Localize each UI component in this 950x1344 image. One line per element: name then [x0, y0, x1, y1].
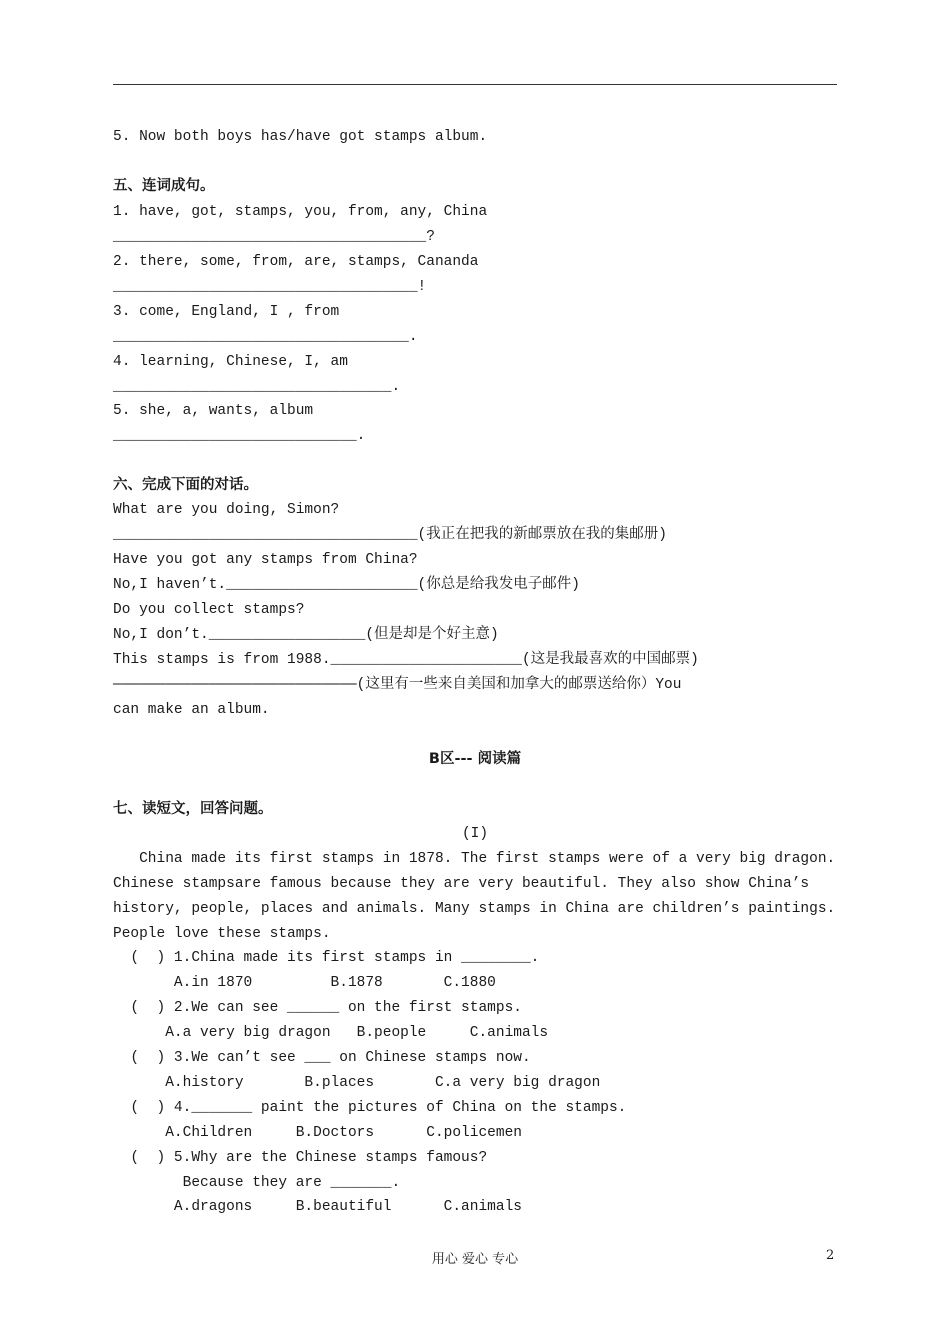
- question-4: ( ) 4._______ paint the pictures of China on the stamps.: [113, 1100, 627, 1116]
- dialogue-line: Have you got any stamps from China?: [113, 552, 418, 568]
- question-3: ( ) 3.We can’t see ___ on Chinese stamps now.: [113, 1050, 531, 1066]
- passage-line: history, people, places and animals. Many stamps in China are children’s paintings.: [113, 901, 836, 917]
- question-3-options: A.history B.places C.a very big dragon: [113, 1075, 601, 1091]
- s5-item-4-words: 4. learning, Chinese, I, am: [113, 354, 348, 370]
- s5-item-1-blank: ____________________________________?: [113, 229, 435, 245]
- dialogue-line: can make an album.: [113, 702, 270, 718]
- dialogue-line: No,I don’t.__________________(但是却是个好主意): [113, 627, 499, 643]
- passage-line: Chinese stampsare famous because they are very beautiful. They also show China’s: [113, 876, 810, 892]
- dialogue-line: This stamps is from 1988.______________________(这是我最喜欢的中国邮票): [113, 652, 699, 668]
- question-5-options: A.dragons B.beautiful C.animals: [113, 1199, 522, 1215]
- section-7-title: 七、读短文，回答问题。: [113, 801, 273, 817]
- section-b-title: B区--- 阅读篇: [428, 751, 522, 767]
- s5-item-3-blank: __________________________________.: [113, 329, 418, 345]
- question-1-options: A.in 1870 B.1878 C.1880: [113, 975, 496, 991]
- section-6-title: 六、完成下面的对话。: [113, 477, 258, 493]
- s5-item-4-blank: ________________________________.: [113, 379, 401, 395]
- question-1: ( ) 1.China made its first stamps in ________.: [113, 950, 540, 966]
- page-number: 2: [826, 1248, 835, 1263]
- dialogue-line: No,I haven’t.______________________(你总是给我发电子邮件): [113, 577, 580, 593]
- s5-item-5-words: 5. she, a, wants, album: [113, 403, 314, 419]
- footer-motto: 用心 爱心 专心: [431, 1252, 519, 1267]
- passage-subtitle: (I): [461, 826, 489, 842]
- dialogue-line: ————————————————————————————(这里有一些来自美国和加拿大的邮票送给你）You: [113, 677, 682, 693]
- question-5-prompt: Because they are _______.: [113, 1175, 401, 1191]
- s5-item-2-words: 2. there, some, from, are, stamps, Cananda: [113, 254, 479, 270]
- dialogue-line: ___________________________________(我正在把我的新邮票放在我的集邮册): [113, 527, 667, 543]
- dialogue-line: What are you doing, Simon?: [113, 502, 340, 518]
- question-5: ( ) 5.Why are the Chinese stamps famous?: [113, 1150, 488, 1166]
- header-rule: [113, 84, 837, 85]
- s5-item-5-blank: ____________________________.: [113, 428, 366, 444]
- dialogue-line: Do you collect stamps?: [113, 602, 305, 618]
- s5-item-2-blank: ___________________________________!: [113, 279, 427, 295]
- question-2: ( ) 2.We can see ______ on the first stamps.: [113, 1000, 522, 1016]
- s5-item-3-words: 3. come, England, I , from: [113, 304, 340, 320]
- section-5-title: 五、连词成句。: [113, 178, 215, 194]
- item-5-previous: 5. Now both boys has/have got stamps album.: [113, 129, 488, 145]
- passage-line: China made its first stamps in 1878. The first stamps were of a very big dragon.: [113, 851, 836, 867]
- question-2-options: A.a very big dragon B.people C.animals: [113, 1025, 549, 1041]
- s5-item-1-words: 1. have, got, stamps, you, from, any, China: [113, 204, 488, 220]
- passage-line: People love these stamps.: [113, 926, 331, 942]
- question-4-options: A.Children B.Doctors C.policemen: [113, 1125, 522, 1141]
